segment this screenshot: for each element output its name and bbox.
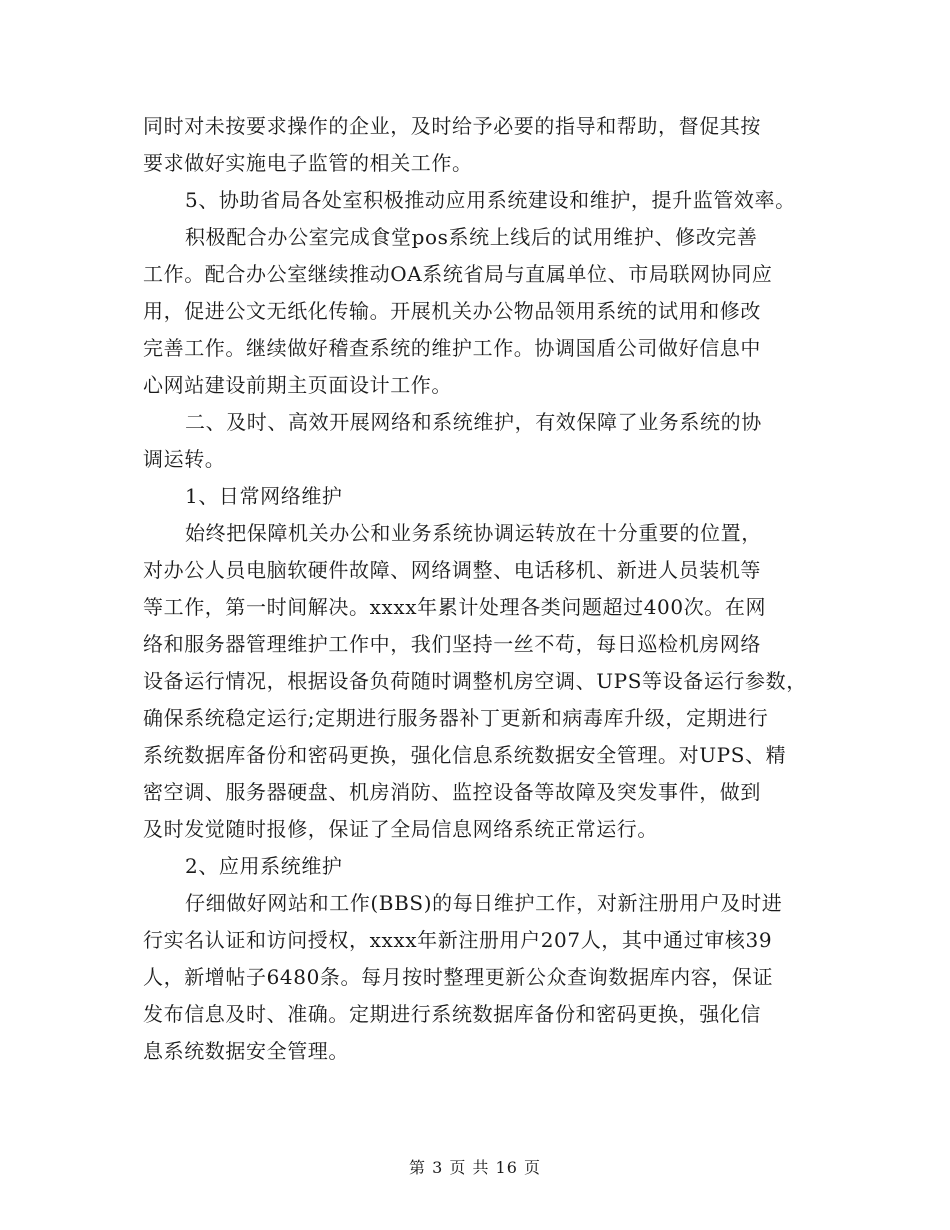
text-line: 仔细做好网站和工作(BBS)的每日维护工作，对新注册用户及时进 xyxy=(185,891,783,915)
text-line: 调运转。 xyxy=(143,447,226,471)
text-line: 确保系统稳定运行;定期进行服务器补丁更新和病毒库升级，定期进行 xyxy=(143,706,769,730)
text-line: 2、应用系统维护 xyxy=(185,854,343,878)
current-page-number: 3 xyxy=(432,1158,444,1177)
text-line: 心网站建设前期主页面设计工作。 xyxy=(143,373,452,397)
text-line: 始终把保障机关办公和业务系统协调运转放在十分重要的位置， xyxy=(185,521,762,545)
text-line: 络和服务器管理维护工作中，我们坚持一丝不苟，每日巡检机房网络 xyxy=(143,632,761,656)
text-line: 1、日常网络维护 xyxy=(185,484,343,508)
text-line: 息系统数据安全管理。 xyxy=(143,1039,349,1063)
total-page-count: 16 xyxy=(495,1158,518,1177)
text-line: 工作。配合办公室继续推动OA系统省局与直属单位、市局联网协同应 xyxy=(143,262,773,286)
text-line: 设备运行情况，根据设备负荷随时调整机房空调、UPS等设备运行参数， xyxy=(143,669,807,693)
text-line: 等工作，第一时间解决。xxxx年累计处理各类问题超过400次。在网 xyxy=(143,595,767,619)
text-line: 对办公人员电脑软硬件故障、网络调整、电话移机、新进人员装机等 xyxy=(143,558,761,582)
document-body xyxy=(143,108,833,1070)
footer-middle: 页 共 xyxy=(449,1158,490,1177)
text-line: 密空调、服务器硬盘、机房消防、监控设备等故障及突发事件，做到 xyxy=(143,780,761,804)
footer-suffix: 页 xyxy=(524,1158,542,1177)
text-line: 要求做好实施电子监管的相关工作。 xyxy=(143,151,473,175)
footer-prefix: 第 xyxy=(408,1158,426,1177)
text-line: 及时发觉随时报修，保证了全局信息网络系统正常运行。 xyxy=(143,817,658,841)
text-line: 用，促进公文无纸化传输。开展机关办公物品领用系统的试用和修改 xyxy=(143,299,761,323)
text-line: 人，新增帖子6480条。每月按时整理更新公众查询数据库内容，保证 xyxy=(143,965,774,989)
text-line: 行实名认证和访问授权，xxxx年新注册用户207人，其中通过审核39 xyxy=(143,928,773,952)
text-line: 系统数据库备份和密码更换，强化信息系统数据安全管理。对UPS、精 xyxy=(143,743,787,767)
text-line: 5、协助省局各处室积极推动应用系统建设和维护，提升监管效率。 xyxy=(185,188,796,212)
text-line: 完善工作。继续做好稽查系统的维护工作。协调国盾公司做好信息中 xyxy=(143,336,761,360)
page-footer xyxy=(0,1155,950,1178)
text-line: 积极配合办公室完成食堂pos系统上线后的试用维护、修改完善 xyxy=(185,225,758,249)
text-line: 发布信息及时、准确。定期进行系统数据库备份和密码更换，强化信 xyxy=(143,1002,761,1026)
text-line: 同时对未按要求操作的企业，及时给予必要的指导和帮助，督促其按 xyxy=(143,114,761,138)
text-line: 二、及时、高效开展网络和系统维护，有效保障了业务系统的协 xyxy=(185,410,762,434)
